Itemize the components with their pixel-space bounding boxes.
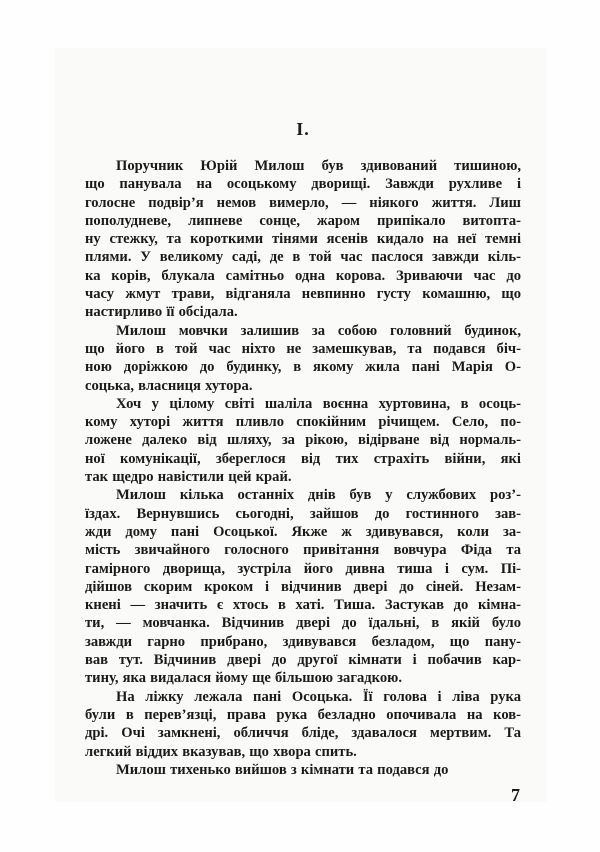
text-line: ка корів, блукала самітньо одна корова. Зриваючи час до xyxy=(85,267,521,284)
text-line: часу жмут трави, відганяла невпинно густу комашню, що xyxy=(85,286,521,303)
text-line: соцька, власниця хутора. xyxy=(85,377,253,394)
text-line: плями. У великому саді, де в той час паслося завжди кіль- xyxy=(85,249,521,266)
text-line: легкий віддих вказував, що хвора спить. xyxy=(85,743,357,760)
text-line: ною доріжкою до будинку, в якому жила пані Марія О- xyxy=(85,359,521,376)
text-line: ти, — мовчанка. Відчинив двері до їдальні, в якій було xyxy=(85,615,521,632)
text-line: вав тут. Відчинив двері до другої кімнати і побачив кар- xyxy=(85,652,521,669)
chapter-heading: І. xyxy=(296,119,310,139)
text-line: завжди гарно прибрано, здивувався безладом, що пану- xyxy=(85,633,521,650)
text-line: Милош кілька останніх днів був у службових роз’- xyxy=(116,487,521,504)
text-line: настирливо її обсідала. xyxy=(85,304,238,321)
body-text xyxy=(85,157,521,779)
text-line: дійшов скорим кроком і відчинив двері до сіней. Незам- xyxy=(85,578,521,595)
text-line: Милош мовчки залишив за собою головний будинок, xyxy=(116,322,521,339)
page-number: 7 xyxy=(511,785,520,806)
text-line: дрі. Очі замкнені, обличчя бліде, здавалося мертвим. Та xyxy=(85,725,521,742)
text-line: кнені — значить є хтось в хаті. Тиша. Застукав до кімна- xyxy=(85,597,521,614)
text-line: кому хуторі життя пливло спокійним річищем. Село, по- xyxy=(85,414,521,431)
text-line: їздах. Вернувшись сьогодні, зайшов до гостинного зав- xyxy=(85,505,521,522)
text-line: ну стежку, та короткими тінями ясенів кидало на неї темні xyxy=(85,231,521,248)
text-line: Поручник Юрій Милош був здивований тишиною, xyxy=(116,158,521,174)
text-line: Хоч у цілому світі шаліла воєнна хуртовина, в осоць- xyxy=(116,395,521,412)
text-line: На ліжку лежала пані Осоцька. Її голова і ліва рука xyxy=(116,688,521,705)
text-line: жди дому пані Осоцької. Якже ж здивувався, коли за- xyxy=(85,523,521,540)
text-line: пополудневе, липневе сонце, жаром припікало витопта- xyxy=(85,212,521,229)
text-line: тину, яка видалася йому ще більшою загадкою. xyxy=(85,670,402,687)
page-content xyxy=(85,118,521,806)
text-line: що панувала на осоцькому дворищі. Завжди рухливе і xyxy=(85,176,521,193)
text-line: мість звичайного голосного привітання вовчура Фіда та xyxy=(85,542,521,559)
text-line: так щедро навістили цей край. xyxy=(85,469,292,486)
text-line: Милош тихенько вийшов з кімнати та подався до xyxy=(116,761,449,778)
text-line: ної комунікації, збереглося від тих страхіть війни, які xyxy=(85,450,521,467)
text-line: гамірного дворища, зустріла його дивна тиша і сум. Пі- xyxy=(85,560,521,577)
text-line: ложене далеко від шляху, за рікою, відірване від нормаль- xyxy=(85,432,521,449)
text-line: були в перев’язці, права рука безладно опочивала на ков- xyxy=(85,706,521,723)
text-line: що його в той час ніхто не замешкував, та подався біч- xyxy=(85,340,521,357)
text-line: голосне подвір’я немов вимерло, — ніякого життя. Лиш xyxy=(85,194,521,211)
